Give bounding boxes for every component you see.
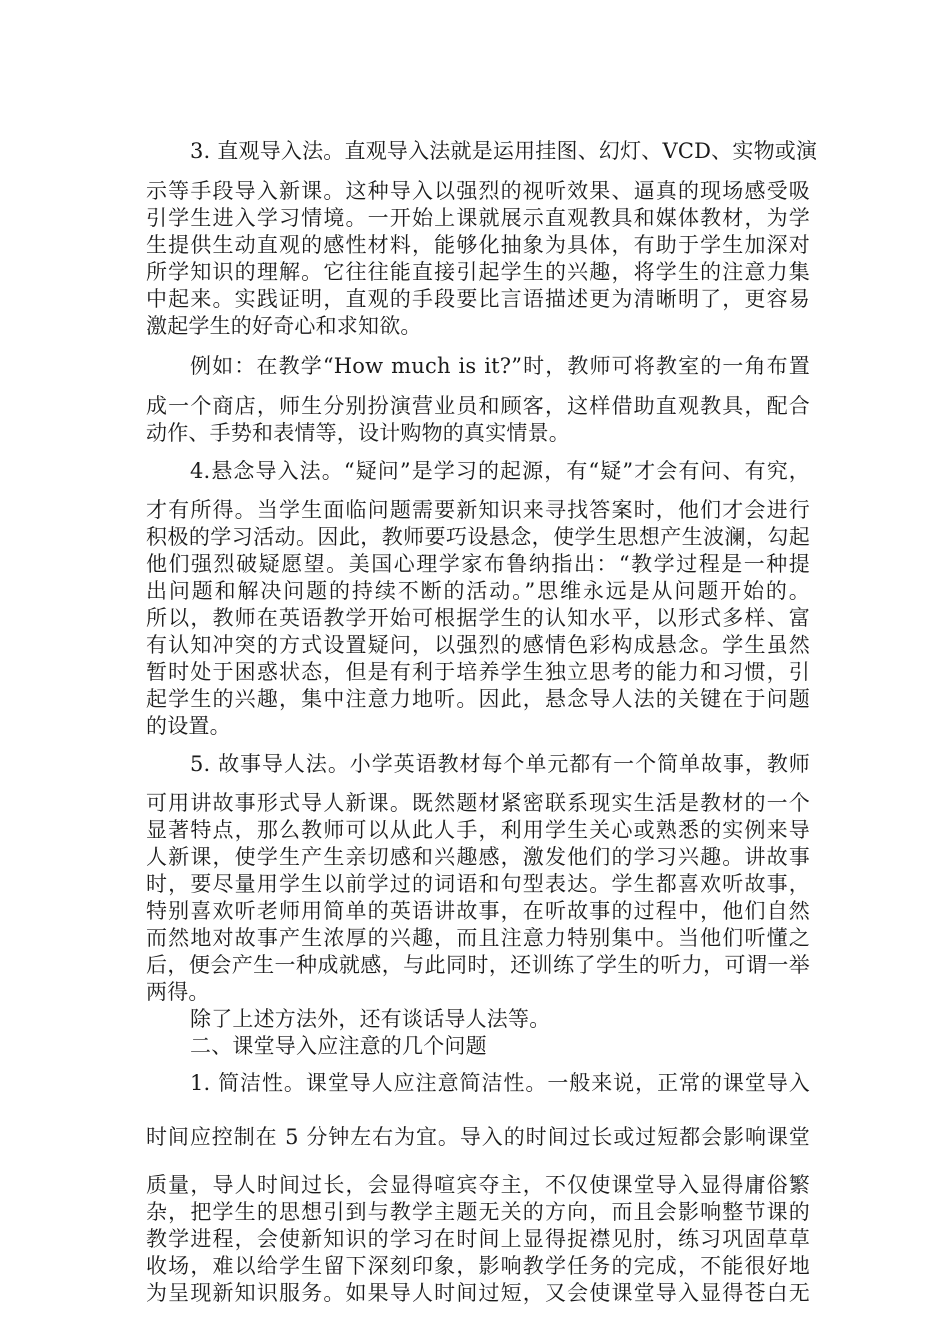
paragraph-line: 而然地对故事产生浓厚的兴趣，而且注意力特别集中。当他们听懂之 bbox=[146, 926, 810, 950]
section-heading: 二、课堂导入应注意的几个问题 bbox=[190, 1034, 487, 1058]
paragraph-line: 收场，难以给学生留下深刻印象，影响教学任务的完成，不能很好地 bbox=[146, 1254, 810, 1278]
paragraph-line: 所学知识的理解。它往往能直接引起学生的兴趣，将学生的注意力集 bbox=[146, 260, 810, 284]
paragraph-line: 所以，教师在英语教学开始可根据学生的认知水平，以形式多样、富 bbox=[146, 606, 810, 630]
paragraph-line: 时，要尽量用学生以前学过的词语和句型表达。学生都喜欢听故事， bbox=[146, 872, 810, 896]
paragraph-line: 引学生进入学习情境。一开始上课就展示直观教具和媒体教材，为学 bbox=[146, 206, 810, 230]
paragraph-line: 起学生的兴趣，集中注意力地听。因此，悬念导人法的关键在于问题 bbox=[146, 687, 810, 711]
paragraph-line: 他们强烈破疑愿望。美国心理学家布鲁纳指出：“教学过程是一种提 bbox=[146, 552, 810, 576]
paragraph-line: 1. 简洁性。课堂导人应注意简洁性。一般来说，正常的课堂导入 bbox=[190, 1071, 810, 1095]
paragraph-line: 的设置。 bbox=[146, 714, 231, 738]
paragraph-line: 后，便会产生一种成就感，与此同时，还训练了学生的听力，可谓一举 bbox=[146, 953, 810, 977]
paragraph-line: 可用讲故事形式导人新课。既然题材紧密联系现实生活是教材的一个 bbox=[146, 791, 810, 815]
paragraph-line: 人新课，使学生产生亲切感和兴趣感，激发他们的学习兴趣。讲故事 bbox=[146, 845, 810, 869]
paragraph-line: 示等手段导入新课。这种导入以强烈的视听效果、逼真的现场感受吸 bbox=[146, 179, 810, 203]
paragraph-line: 时间应控制在 5 分钟左右为宜。导入的时间过长或过短都会影响课堂 bbox=[146, 1125, 810, 1149]
paragraph-line: 生提供生动直观的感性材料，能够化抽象为具体，有助于学生加深对 bbox=[146, 233, 810, 257]
paragraph-line: 质量，导人时间过长，会显得喧宾夺主，不仅使课堂导入显得庸俗繁 bbox=[146, 1173, 810, 1197]
paragraph-line: 激起学生的好奇心和求知欲。 bbox=[146, 314, 422, 338]
paragraph-line: 杂，把学生的思想引到与教学主题无关的方向，而且会影响整节课的 bbox=[146, 1200, 810, 1224]
paragraph-line: 才有所得。当学生面临问题需要新知识来寻找答案时，他们才会进行 bbox=[146, 498, 810, 522]
paragraph-line: 3. 直观导入法。直观导入法就是运用挂图、幻灯、VCD、实物或演 bbox=[190, 139, 818, 163]
paragraph-line: 动作、手势和表情等，设计购物的真实情景。 bbox=[146, 421, 570, 445]
paragraph-line: 中起来。实践证明，直观的手段要比言语描述更为清晰明了，更容易 bbox=[146, 287, 810, 311]
paragraph-line: 5. 故事导人法。小学英语教材每个单元都有一个简单故事，教师 bbox=[190, 752, 810, 776]
paragraph-line: 暂时处于困惑状态，但是有利于培养学生独立思考的能力和习惯，引 bbox=[146, 660, 810, 684]
paragraph-line: 为呈现新知识服务。如果导人时间过短，又会使课堂导入显得苍白无 bbox=[146, 1281, 810, 1305]
paragraph-line: 出问题和解决问题的持续不断的活动。”思维永远是从问题开始的。 bbox=[146, 579, 810, 603]
paragraph-line: 特别喜欢听老师用简单的英语讲故事，在听故事的过程中，他们自然 bbox=[146, 899, 810, 923]
paragraph-line: 积极的学习活动。因此，教师要巧设悬念，使学生思想产生波澜，勾起 bbox=[146, 525, 810, 549]
paragraph-line: 有认知冲突的方式设置疑问，以强烈的感情色彩构成悬念。学生虽然 bbox=[146, 633, 810, 657]
paragraph-line: 4.悬念导入法。“疑问”是学习的起源，有“疑”才会有问、有究， bbox=[190, 459, 810, 483]
paragraph-line: 显著特点，那么教师可以从此人手，利用学生关心或熟悉的实例来导 bbox=[146, 818, 810, 842]
paragraph-line: 例如：在教学“How much is it?”时，教师可将教室的一角布置 bbox=[190, 354, 810, 378]
paragraph-line: 两得。 bbox=[146, 980, 210, 1004]
paragraph-line: 成一个商店，师生分别扮演营业员和顾客，这样借助直观教具，配合 bbox=[146, 394, 810, 418]
paragraph-line: 除了上述方法外，还有谈话导人法等。 bbox=[190, 1007, 551, 1031]
paragraph-line: 教学进程，会使新知识的学习在时间上显得捉襟见肘，练习巩固草草 bbox=[146, 1227, 810, 1251]
